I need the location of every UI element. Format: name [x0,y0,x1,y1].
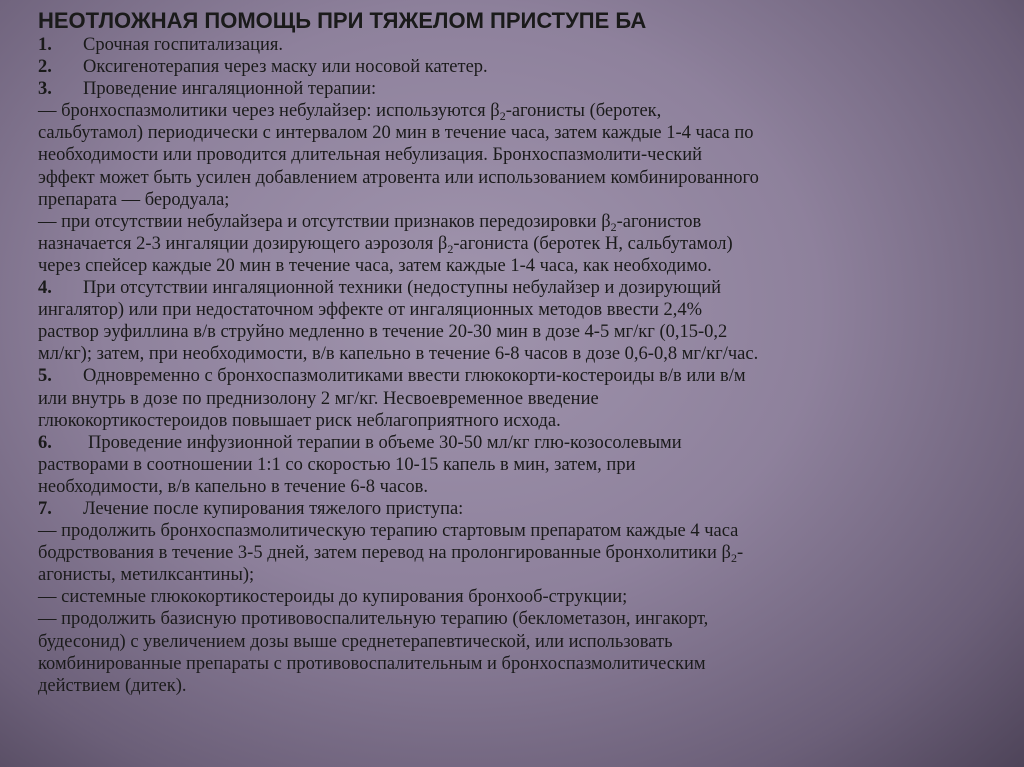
item-number: 5. [38,366,52,387]
text-line: комбинированные препараты с противовоспалительным и бронхоспазмолитическим [38,653,706,674]
text-line: — при отсутствии небулайзера и отсутствии признаков передозировки $\beta_2$-агонистов [38,211,702,234]
item-4 [38,277,998,299]
text-line: раствор эуфиллина в/в струйно медленно в течение 20-30 мин в дозе 4-5 мг/кг (0,15-0,2 [38,322,728,343]
text-line: препарата — беродуала; [38,189,230,210]
item-number: 3. [38,79,52,100]
item-text: Одновременно с бронхоспазмолитиками ввести глюкокорти-костероиды в/в или в/м [83,366,746,387]
item-1 [38,34,998,56]
item-number: 6. [38,432,52,453]
text-line: растворами в соотношении 1:1 со скоростью 10-15 капель в мин, затем, при [38,454,636,475]
text-line: глюкокортикостероидов повышает риск неблагоприятного исхода. [38,410,561,431]
slide-body [38,34,998,697]
text-line: сальбутамол) периодически с интервалом 20 мин в течение часа, затем каждые 1-4 часа по [38,123,754,144]
text-line: будесонид) с увеличением дозы выше среднетерапевтической, или использовать [38,631,673,652]
item-text: Оксигенотерапия через маску или носовой катетер. [83,57,488,78]
text-line: — системные глюкокортикостероиды до купирования бронхооб-струкции; [38,587,628,608]
item-number: 1. [38,35,52,55]
text-line: через спейсер каждые 20 мин в течение часа, затем каждые 1-4 часа, как необходимо. [38,255,712,276]
text-line: ингалятор) или при недостаточном эффекте от ингаляционных методов ввести 2,4% [38,300,703,321]
text-line: назначается 2-3 ингаляции дозирующего аэрозоля $\beta_2$-агониста (беротек Н, сальбутамол) [38,233,733,256]
text-line: эффект может быть усилен добавлением атровента или использованием комбинированного [38,167,759,188]
slide-title: НЕОТЛОЖНАЯ ПОМОЩЬ ПРИ ТЯЖЕЛОМ ПРИСТУПЕ БА [38,8,647,33]
text-line: мл/кг); затем, при необходимости, в/в капельно в течение 6-8 часов в дозе 0,6-0,8 мг/кг/час. [38,344,759,365]
item-text: При отсутствии ингаляционной техники (недоступны небулайзер и дозирующий [83,278,722,299]
item-number: 7. [38,498,52,519]
item-text: Срочная госпитализация. [83,35,284,55]
item-6 [38,432,998,454]
slide [38,8,998,697]
text-line: агонисты, метилксантины); [38,565,255,586]
text-line: — бронхоспазмолитики через небулайзер: используются $\beta_2$-агонисты (беротек, [38,101,662,124]
text-line: бодрствования в течение 3-5 дней, затем перевод на пролонгированные бронхолитики $\beta_2-$ [38,543,744,566]
item-text: Проведение инфузионной терапии в объеме 30-50 мл/кг глю-козосолевыми [88,432,682,453]
item-text: Проведение ингаляционной терапии: [83,79,377,100]
item-2 [38,56,998,78]
text-line: необходимости или проводится длительная небулизация. Бронхоспазмолити-ческий [38,145,703,166]
item-text: Лечение после купирования тяжелого приступа: [83,498,464,519]
item-number: 2. [38,57,52,78]
text-line: необходимости, в/в капельно в течение 6-8 часов. [38,476,428,497]
item-5 [38,365,998,387]
item-3 [38,78,998,100]
text-line: или внутрь в дозе по преднизолону 2 мг/кг. Несвоевременное введение [38,388,599,409]
text-line: — продолжить базисную противовоспалительную терапию (беклометазон, ингакорт, [38,609,709,630]
text-line: — продолжить бронхоспазмолитическую терапию стартовым препаратом каждые 4 часа [38,521,739,542]
text-line: действием (дитек). [38,675,187,696]
item-7 [38,498,998,520]
item-number: 4. [38,278,52,299]
